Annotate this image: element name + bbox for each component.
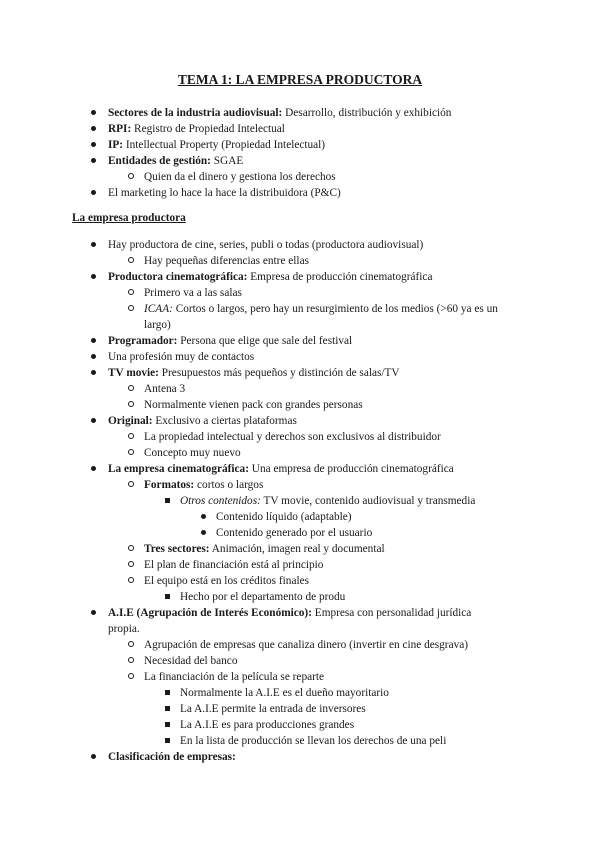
list-item xyxy=(180,589,345,605)
bullet-circle-icon xyxy=(126,381,136,397)
bullet-dot-icon xyxy=(88,749,98,765)
item-term: A.I.E (Agrupación de Interés Económico): xyxy=(108,607,312,619)
bullet-square-icon xyxy=(162,589,172,605)
bullet-square-icon xyxy=(162,717,172,733)
item-text: propia. xyxy=(108,623,140,635)
bullet-circle-icon xyxy=(126,301,136,317)
item-text: Hay productora de cine, series, publi o todas (productora audiovisual) xyxy=(108,239,424,251)
bullet-dot-icon xyxy=(88,605,98,621)
bullet-circle-icon xyxy=(126,669,136,685)
bullet-square-icon xyxy=(162,733,172,749)
bullet-dot-icon xyxy=(88,333,98,349)
list-item xyxy=(216,509,352,525)
bullet-dot-icon xyxy=(88,105,98,121)
item-text: Exclusivo a ciertas plataformas xyxy=(152,415,297,427)
bullet-circle-icon xyxy=(126,557,136,573)
list-item xyxy=(108,349,254,365)
item-term: RPI: xyxy=(108,123,132,135)
item-text: Empresa de producción cinematográfica xyxy=(247,271,433,283)
list-item xyxy=(108,365,400,381)
list-item xyxy=(144,637,468,653)
list-item xyxy=(144,541,385,557)
list-item xyxy=(180,733,446,749)
list-item xyxy=(144,573,309,589)
list-item xyxy=(108,621,140,637)
list-item xyxy=(180,493,475,509)
item-text: Hecho por el departamento de produ xyxy=(180,591,346,603)
item-text: Contenido generado por el usuario xyxy=(216,527,373,539)
item-text: En la lista de producción se llevan los derechos de una peli xyxy=(180,735,447,747)
bullet-dot-icon xyxy=(88,137,98,153)
list-item xyxy=(108,333,352,349)
list-item xyxy=(108,461,454,477)
item-text: Concepto muy nuevo xyxy=(144,447,241,459)
bullet-circle-icon xyxy=(126,653,136,669)
item-term: Tres sectores: xyxy=(144,543,210,555)
bullet-circle-icon xyxy=(126,637,136,653)
list-item xyxy=(108,137,325,153)
list-item xyxy=(144,285,242,301)
bullet-circle-icon xyxy=(126,253,136,269)
list-item xyxy=(108,121,285,137)
section-heading: La empresa productora xyxy=(72,212,186,224)
item-text: cortos o largos xyxy=(194,479,264,491)
item-text: Quien da el dinero y gestiona los derechos xyxy=(144,171,336,183)
list-item xyxy=(144,429,441,445)
list-item xyxy=(144,169,336,185)
item-text: TV movie, contenido audiovisual y transmedia xyxy=(260,495,476,507)
item-text: Intellectual Property (Propiedad Intelectual) xyxy=(123,139,326,151)
item-text: Empresa con personalidad jurídica xyxy=(311,607,472,619)
list-item xyxy=(144,477,263,493)
list-item xyxy=(144,557,323,573)
item-term: IP: xyxy=(108,139,124,151)
page-title: TEMA 1: LA EMPRESA PRODUCTORA xyxy=(177,72,423,87)
item-text: Normalmente vienen pack con grandes personas xyxy=(144,399,363,411)
bullet-circle-icon xyxy=(126,541,136,557)
item-text: Hay pequeñas diferencias entre ellas xyxy=(144,255,309,267)
item-text: Agrupación de empresas que canaliza dinero (invertir en cine desgrava) xyxy=(144,639,469,651)
item-term: Programador: xyxy=(108,335,178,347)
item-text: El equipo está en los créditos finales xyxy=(144,575,310,587)
item-term: Sectores de la industria audiovisual: xyxy=(108,107,283,119)
list-item xyxy=(180,685,389,701)
bullet-circle-icon xyxy=(126,285,136,301)
list-item xyxy=(144,381,185,397)
item-text: Una profesión muy de contactos xyxy=(108,351,255,363)
list-item xyxy=(108,413,297,429)
bullet-dot-icon xyxy=(88,185,98,201)
list-item xyxy=(108,153,243,169)
list-item xyxy=(144,445,241,461)
item-term: TV movie: xyxy=(108,367,159,379)
item-text: El marketing lo hace la hace la distribuidora (P&C) xyxy=(108,187,341,199)
bullet-dot-icon xyxy=(198,525,208,541)
item-text: El plan de financiación está al principio xyxy=(144,559,324,571)
item-term: La empresa cinematográfica: xyxy=(108,463,249,475)
bullet-dot-icon xyxy=(88,461,98,477)
item-term: Formatos: xyxy=(144,479,195,491)
item-text: Presupuestos más pequeños y distinción de salas/TV xyxy=(158,367,400,379)
item-text: Primero va a las salas xyxy=(144,287,242,299)
item-text: SGAE xyxy=(210,155,244,167)
list-item xyxy=(108,237,423,253)
bullet-circle-icon xyxy=(126,397,136,413)
item-text: Necesidad del banco xyxy=(144,655,238,667)
bullet-dot-icon xyxy=(88,121,98,137)
item-text: Animación, imagen real y documental xyxy=(209,543,385,555)
bullet-dot-icon xyxy=(88,365,98,381)
item-text: largo) xyxy=(144,319,171,331)
list-item xyxy=(144,669,324,685)
bullet-circle-icon xyxy=(126,169,136,185)
list-item xyxy=(144,653,237,669)
item-term: Clasificación de empresas: xyxy=(108,751,236,763)
item-text: Una empresa de producción cinematográfica xyxy=(248,463,454,475)
bullet-circle-icon xyxy=(126,429,136,445)
item-term: Entidades de gestión: xyxy=(108,155,211,167)
bullet-circle-icon xyxy=(126,445,136,461)
bullet-circle-icon xyxy=(126,573,136,589)
item-term: Original: xyxy=(108,415,153,427)
bullet-square-icon xyxy=(162,493,172,509)
list-item xyxy=(216,525,372,541)
item-text: La A.I.E es para producciones grandes xyxy=(180,719,355,731)
bullet-square-icon xyxy=(162,701,172,717)
bullet-dot-icon xyxy=(88,413,98,429)
item-text: Persona que elige que sale del festival xyxy=(177,335,353,347)
item-term: ICAA: xyxy=(144,303,173,315)
bullet-dot-icon xyxy=(88,349,98,365)
list-item xyxy=(108,185,341,201)
list-item xyxy=(180,717,354,733)
item-term: Productora cinematográfica: xyxy=(108,271,248,283)
bullet-dot-icon xyxy=(88,153,98,169)
item-text: Cortos o largos, pero hay un resurgimiento de los medios (>60 ya es un xyxy=(172,303,498,315)
item-text: La financiación de la película se reparte xyxy=(144,671,325,683)
list-item xyxy=(108,749,236,765)
item-text: Normalmente la A.I.E es el dueño mayoritario xyxy=(180,687,389,699)
item-term: Otros contenidos: xyxy=(180,495,261,507)
item-text: La A.I.E permite la entrada de inversores xyxy=(180,703,366,715)
bullet-dot-icon xyxy=(198,509,208,525)
item-text: Contenido líquido (adaptable) xyxy=(216,511,352,523)
list-item xyxy=(180,701,366,717)
item-text: La propiedad intelectual y derechos son exclusivos al distribuidor xyxy=(144,431,441,443)
bullet-dot-icon xyxy=(88,237,98,253)
bullet-dot-icon xyxy=(88,269,98,285)
item-text: Registro de Propiedad Intelectual xyxy=(131,123,285,135)
list-item xyxy=(144,397,363,413)
list-item xyxy=(144,301,498,317)
list-item xyxy=(108,269,432,285)
list-item xyxy=(108,605,471,621)
item-text: Antena 3 xyxy=(144,383,186,395)
list-item xyxy=(108,105,451,121)
list-item xyxy=(144,253,309,269)
bullet-circle-icon xyxy=(126,477,136,493)
item-text: Desarrollo, distribución y exhibición xyxy=(282,107,452,119)
bullet-square-icon xyxy=(162,685,172,701)
list-item xyxy=(144,317,171,333)
